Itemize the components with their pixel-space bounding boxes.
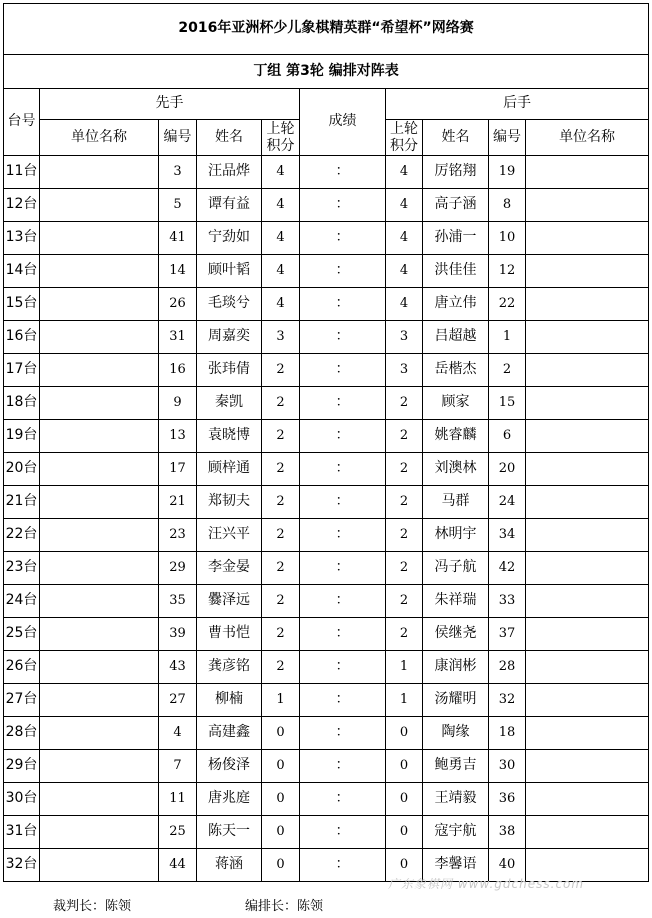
- black-name-cell: 马群: [423, 486, 489, 519]
- white-score-cell: 4: [262, 156, 300, 189]
- black-unit-cell: [526, 552, 649, 585]
- black-unit-cell: [526, 222, 649, 255]
- board-cell: 26台: [4, 651, 40, 684]
- white-id-cell: 31: [159, 321, 197, 354]
- chief-referee: 裁判长：陈领: [53, 899, 132, 914]
- table-row: [4, 717, 649, 750]
- white-score-cell: 0: [262, 750, 300, 783]
- black-name-cell: 鲍勇吉: [423, 750, 489, 783]
- board-cell: 20台: [4, 453, 40, 486]
- board-cell: 19台: [4, 420, 40, 453]
- black-name-cell: 吕超越: [423, 321, 489, 354]
- white-unit-cell: [40, 585, 159, 618]
- pairing-table: [3, 3, 649, 882]
- table-row: [4, 816, 649, 849]
- white-score-cell: 2: [262, 420, 300, 453]
- board-cell: 15台: [4, 288, 40, 321]
- white-name-cell: 柳楠: [197, 684, 262, 717]
- black-unit-cell: [526, 420, 649, 453]
- white-id-cell: 14: [159, 255, 197, 288]
- white-unit-cell: [40, 750, 159, 783]
- white-name-cell: 谭有益: [197, 189, 262, 222]
- white-unit-cell: [40, 222, 159, 255]
- black-score-cell: 3: [386, 354, 423, 387]
- black-score-cell: 4: [386, 156, 423, 189]
- black-id-cell: 36: [489, 783, 526, 816]
- white-id-cell: 23: [159, 519, 197, 552]
- black-unit-cell: [526, 354, 649, 387]
- white-name-cell: 陈天一: [197, 816, 262, 849]
- white-name-cell: 曹书恺: [197, 618, 262, 651]
- white-id-cell: 39: [159, 618, 197, 651]
- black-id-cell: 6: [489, 420, 526, 453]
- black-unit-cell: [526, 255, 649, 288]
- result-cell: ：: [300, 255, 386, 288]
- result-cell: ：: [300, 420, 386, 453]
- white-score-cell: 2: [262, 651, 300, 684]
- black-score-cell: 1: [386, 651, 423, 684]
- sheet-title: 2016年亚洲杯少儿象棋精英群“希望杯”网络赛: [4, 4, 649, 55]
- white-id-cell: 17: [159, 453, 197, 486]
- black-id-cell: 28: [489, 651, 526, 684]
- white-name-cell: 爨泽远: [197, 585, 262, 618]
- white-score-cell: 0: [262, 783, 300, 816]
- result-cell: ：: [300, 222, 386, 255]
- result-cell: ：: [300, 750, 386, 783]
- black-id-cell: 22: [489, 288, 526, 321]
- header-black-player: 后手: [386, 89, 649, 120]
- black-id-cell: 19: [489, 156, 526, 189]
- board-cell: 28台: [4, 717, 40, 750]
- result-cell: ：: [300, 618, 386, 651]
- black-score-cell: 0: [386, 717, 423, 750]
- table-row: [4, 651, 649, 684]
- black-score-cell: 2: [386, 486, 423, 519]
- result-cell: ：: [300, 288, 386, 321]
- black-name-cell: 唐立伟: [423, 288, 489, 321]
- result-cell: ：: [300, 651, 386, 684]
- black-score-cell: 2: [386, 387, 423, 420]
- black-id-cell: 40: [489, 849, 526, 882]
- white-name-cell: 宁劲如: [197, 222, 262, 255]
- white-name-cell: 张玮倩: [197, 354, 262, 387]
- black-score-cell: 4: [386, 255, 423, 288]
- black-score-cell: 4: [386, 288, 423, 321]
- black-name-cell: 陶缘: [423, 717, 489, 750]
- table-row: [4, 420, 649, 453]
- white-score-cell: 0: [262, 717, 300, 750]
- white-unit-cell: [40, 684, 159, 717]
- black-id-cell: 15: [489, 387, 526, 420]
- white-name-cell: 周嘉奕: [197, 321, 262, 354]
- white-id-cell: 35: [159, 585, 197, 618]
- black-unit-cell: [526, 717, 649, 750]
- black-unit-cell: [526, 651, 649, 684]
- white-unit-cell: [40, 321, 159, 354]
- board-cell: 13台: [4, 222, 40, 255]
- white-name-cell: 汪品烨: [197, 156, 262, 189]
- table-row: [4, 552, 649, 585]
- white-score-cell: 2: [262, 387, 300, 420]
- table-row: [4, 156, 649, 189]
- white-id-cell: 11: [159, 783, 197, 816]
- black-unit-cell: [526, 684, 649, 717]
- black-id-cell: 20: [489, 453, 526, 486]
- table-row: [4, 321, 649, 354]
- black-id-cell: 2: [489, 354, 526, 387]
- black-name-cell: 寇宇航: [423, 816, 489, 849]
- white-id-cell: 41: [159, 222, 197, 255]
- board-cell: 14台: [4, 255, 40, 288]
- black-name-cell: 顾家: [423, 387, 489, 420]
- black-score-cell: 2: [386, 420, 423, 453]
- table-row: [4, 255, 649, 288]
- white-unit-cell: [40, 717, 159, 750]
- result-cell: ：: [300, 684, 386, 717]
- header-black-name: 姓名: [423, 120, 489, 156]
- chief-arranger: 编排长：陈领: [245, 899, 324, 914]
- white-unit-cell: [40, 618, 159, 651]
- black-unit-cell: [526, 156, 649, 189]
- board-cell: 27台: [4, 684, 40, 717]
- board-cell: 30台: [4, 783, 40, 816]
- board-cell: 18台: [4, 387, 40, 420]
- black-unit-cell: [526, 618, 649, 651]
- white-id-cell: 25: [159, 816, 197, 849]
- black-name-cell: 刘澳林: [423, 453, 489, 486]
- black-name-cell: 孙浦一: [423, 222, 489, 255]
- black-score-cell: 0: [386, 816, 423, 849]
- board-cell: 17台: [4, 354, 40, 387]
- white-unit-cell: [40, 783, 159, 816]
- site-watermark: 广东象棋网 www.gdchess.com: [388, 877, 585, 891]
- board-cell: 16台: [4, 321, 40, 354]
- white-score-cell: 3: [262, 321, 300, 354]
- black-score-cell: 2: [386, 519, 423, 552]
- board-cell: 11台: [4, 156, 40, 189]
- black-id-cell: 1: [489, 321, 526, 354]
- header-white-unit: 单位名称: [40, 120, 159, 156]
- white-unit-cell: [40, 552, 159, 585]
- white-name-cell: 李金晏: [197, 552, 262, 585]
- header-board: 台号: [4, 89, 40, 156]
- black-unit-cell: [526, 519, 649, 552]
- board-cell: 22台: [4, 519, 40, 552]
- black-id-cell: 8: [489, 189, 526, 222]
- white-id-cell: 27: [159, 684, 197, 717]
- white-name-cell: 蒋涵: [197, 849, 262, 882]
- white-score-cell: 1: [262, 684, 300, 717]
- white-id-cell: 9: [159, 387, 197, 420]
- header-result: 成绩: [300, 89, 386, 156]
- table-row: [4, 750, 649, 783]
- black-score-cell: 2: [386, 618, 423, 651]
- black-id-cell: 32: [489, 684, 526, 717]
- black-name-cell: 姚睿麟: [423, 420, 489, 453]
- white-name-cell: 高建鑫: [197, 717, 262, 750]
- board-cell: 24台: [4, 585, 40, 618]
- white-name-cell: 杨俊泽: [197, 750, 262, 783]
- white-id-cell: 21: [159, 486, 197, 519]
- table-row: [4, 486, 649, 519]
- black-id-cell: 18: [489, 717, 526, 750]
- table-row: [4, 585, 649, 618]
- black-id-cell: 10: [489, 222, 526, 255]
- white-unit-cell: [40, 816, 159, 849]
- black-id-cell: 38: [489, 816, 526, 849]
- board-cell: 29台: [4, 750, 40, 783]
- white-name-cell: 唐兆庭: [197, 783, 262, 816]
- sheet-footer: [3, 891, 648, 915]
- white-id-cell: 7: [159, 750, 197, 783]
- result-cell: ：: [300, 321, 386, 354]
- result-cell: ：: [300, 849, 386, 882]
- white-id-cell: 43: [159, 651, 197, 684]
- result-cell: ：: [300, 519, 386, 552]
- sheet-subtitle: 丁组 第3轮 编排对阵表: [4, 55, 649, 89]
- white-unit-cell: [40, 420, 159, 453]
- white-name-cell: 郑韧夫: [197, 486, 262, 519]
- white-id-cell: 13: [159, 420, 197, 453]
- header-black-prev-score: 上轮 积分: [386, 120, 423, 156]
- white-unit-cell: [40, 519, 159, 552]
- white-name-cell: 龚彦铭: [197, 651, 262, 684]
- black-name-cell: 康润彬: [423, 651, 489, 684]
- table-row: [4, 222, 649, 255]
- board-cell: 12台: [4, 189, 40, 222]
- white-unit-cell: [40, 156, 159, 189]
- white-score-cell: 4: [262, 288, 300, 321]
- table-row: [4, 189, 649, 222]
- header-white-id: 编号: [159, 120, 197, 156]
- white-id-cell: 16: [159, 354, 197, 387]
- white-unit-cell: [40, 354, 159, 387]
- white-id-cell: 26: [159, 288, 197, 321]
- black-score-cell: 4: [386, 222, 423, 255]
- black-unit-cell: [526, 486, 649, 519]
- black-name-cell: 李馨语: [423, 849, 489, 882]
- white-unit-cell: [40, 849, 159, 882]
- white-unit-cell: [40, 453, 159, 486]
- table-row: [4, 519, 649, 552]
- black-name-cell: 侯继尧: [423, 618, 489, 651]
- pairing-rows: [4, 156, 649, 882]
- board-cell: 32台: [4, 849, 40, 882]
- black-name-cell: 王靖毅: [423, 783, 489, 816]
- black-unit-cell: [526, 783, 649, 816]
- result-cell: ：: [300, 189, 386, 222]
- result-cell: ：: [300, 783, 386, 816]
- black-id-cell: 37: [489, 618, 526, 651]
- black-id-cell: 24: [489, 486, 526, 519]
- white-id-cell: 4: [159, 717, 197, 750]
- result-cell: ：: [300, 354, 386, 387]
- black-unit-cell: [526, 321, 649, 354]
- black-name-cell: 洪佳佳: [423, 255, 489, 288]
- result-cell: ：: [300, 552, 386, 585]
- result-cell: ：: [300, 717, 386, 750]
- board-cell: 23台: [4, 552, 40, 585]
- result-cell: ：: [300, 816, 386, 849]
- header-white-player: 先手: [40, 89, 300, 120]
- black-name-cell: 汤耀明: [423, 684, 489, 717]
- black-unit-cell: [526, 288, 649, 321]
- black-unit-cell: [526, 387, 649, 420]
- white-score-cell: 4: [262, 222, 300, 255]
- black-score-cell: 0: [386, 849, 423, 882]
- table-row: [4, 684, 649, 717]
- board-cell: 21台: [4, 486, 40, 519]
- white-id-cell: 29: [159, 552, 197, 585]
- white-score-cell: 4: [262, 255, 300, 288]
- table-row: [4, 783, 649, 816]
- black-unit-cell: [526, 189, 649, 222]
- board-cell: 31台: [4, 816, 40, 849]
- black-id-cell: 30: [489, 750, 526, 783]
- table-row: [4, 288, 649, 321]
- white-score-cell: 0: [262, 816, 300, 849]
- board-cell: 25台: [4, 618, 40, 651]
- white-name-cell: 顾梓通: [197, 453, 262, 486]
- white-id-cell: 3: [159, 156, 197, 189]
- black-unit-cell: [526, 750, 649, 783]
- header-white-prev-score: 上轮 积分: [262, 120, 300, 156]
- black-id-cell: 34: [489, 519, 526, 552]
- white-score-cell: 2: [262, 618, 300, 651]
- white-unit-cell: [40, 189, 159, 222]
- black-score-cell: 4: [386, 189, 423, 222]
- white-id-cell: 5: [159, 189, 197, 222]
- black-unit-cell: [526, 816, 649, 849]
- result-cell: ：: [300, 486, 386, 519]
- white-score-cell: 2: [262, 552, 300, 585]
- black-score-cell: 0: [386, 750, 423, 783]
- result-cell: ：: [300, 156, 386, 189]
- white-id-cell: 44: [159, 849, 197, 882]
- black-id-cell: 12: [489, 255, 526, 288]
- white-score-cell: 2: [262, 453, 300, 486]
- table-row: [4, 618, 649, 651]
- header-white-name: 姓名: [197, 120, 262, 156]
- black-score-cell: 2: [386, 585, 423, 618]
- white-name-cell: 袁晓博: [197, 420, 262, 453]
- black-id-cell: 42: [489, 552, 526, 585]
- black-score-cell: 1: [386, 684, 423, 717]
- white-score-cell: 0: [262, 849, 300, 882]
- white-name-cell: 顾叶韬: [197, 255, 262, 288]
- black-score-cell: 2: [386, 552, 423, 585]
- white-unit-cell: [40, 387, 159, 420]
- black-score-cell: 3: [386, 321, 423, 354]
- result-cell: ：: [300, 387, 386, 420]
- white-name-cell: 汪兴平: [197, 519, 262, 552]
- result-cell: ：: [300, 585, 386, 618]
- header-black-unit: 单位名称: [526, 120, 649, 156]
- black-unit-cell: [526, 585, 649, 618]
- white-score-cell: 2: [262, 354, 300, 387]
- black-name-cell: 林明宇: [423, 519, 489, 552]
- black-unit-cell: [526, 453, 649, 486]
- white-score-cell: 2: [262, 486, 300, 519]
- white-score-cell: 2: [262, 585, 300, 618]
- table-row: [4, 387, 649, 420]
- white-unit-cell: [40, 651, 159, 684]
- black-score-cell: 2: [386, 453, 423, 486]
- white-unit-cell: [40, 288, 159, 321]
- white-name-cell: 毛琰兮: [197, 288, 262, 321]
- black-name-cell: 厉铭翔: [423, 156, 489, 189]
- black-id-cell: 33: [489, 585, 526, 618]
- white-score-cell: 4: [262, 189, 300, 222]
- result-cell: ：: [300, 453, 386, 486]
- white-score-cell: 2: [262, 519, 300, 552]
- black-name-cell: 朱祥瑞: [423, 585, 489, 618]
- white-unit-cell: [40, 486, 159, 519]
- table-row: [4, 453, 649, 486]
- black-name-cell: 冯子航: [423, 552, 489, 585]
- white-name-cell: 秦凯: [197, 387, 262, 420]
- black-score-cell: 0: [386, 783, 423, 816]
- table-row: [4, 354, 649, 387]
- white-unit-cell: [40, 255, 159, 288]
- header-black-id: 编号: [489, 120, 526, 156]
- black-name-cell: 高子涵: [423, 189, 489, 222]
- black-name-cell: 岳楷杰: [423, 354, 489, 387]
